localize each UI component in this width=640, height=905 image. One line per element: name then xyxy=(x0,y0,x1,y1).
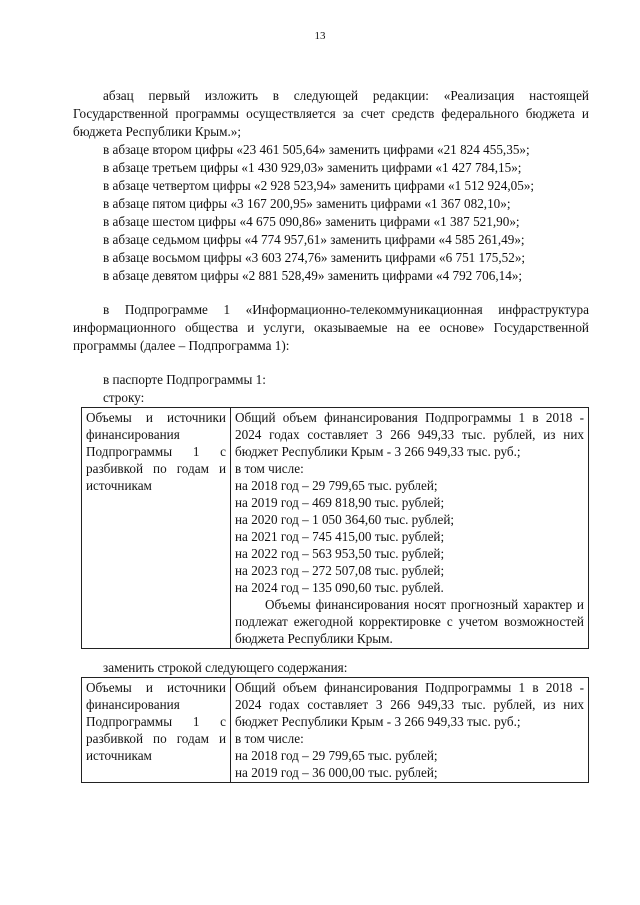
table-cell-left xyxy=(82,678,231,783)
table-row xyxy=(82,678,589,783)
replace-label: заменить строкой следующего содержания: xyxy=(103,660,348,675)
paragraph-3: в абзаце третьем цифры «1 430 929,03» заменить цифрами «1 427 784,15»; xyxy=(103,160,522,175)
spacer xyxy=(73,649,589,659)
table-cell-right xyxy=(231,408,589,649)
page-number: 13 xyxy=(314,30,326,42)
spacer xyxy=(73,285,589,301)
year-line: на 2019 год – 36 000,00 тыс. рублей; xyxy=(235,765,438,780)
paragraph-4: в абзаце четвертом цифры «2 928 523,94» заменить цифрами «1 512 924,05»; xyxy=(103,178,535,193)
paragraph-7: в абзаце седьмом цифры «4 774 957,61» заменить цифрами «4 585 261,49»; xyxy=(103,232,525,247)
including-label: в том числе: xyxy=(235,731,304,746)
paragraph-9: в абзаце девятом цифры «2 881 528,49» заменить цифрами «4 792 706,14»; xyxy=(103,268,523,283)
document-body xyxy=(73,87,589,783)
row-heading: Объемы и источники финансирования Подпрограммы 1 с разбивкой по годам и источникам xyxy=(86,680,226,763)
including-label: в том числе: xyxy=(235,461,304,476)
total-financing: Общий объем финансирования Подпрограммы 1 в 2018 - 2024 годах составляет 3 266 949,33 тыс. рублей, из них бюджет Республики Крым - 3 266 949,33 тыс. руб.; xyxy=(235,680,584,729)
paragraph-1: абзац первый изложить в следующей редакции: «Реализация настоящей Государственной программы осуществляется за счет средств федерального бюджета и бюджета Республики Крым.»; xyxy=(73,88,589,139)
passport-label: в паспорте Подпрограммы 1: xyxy=(103,372,266,387)
paragraph-2: в абзаце втором цифры «23 461 505,64» заменить цифрами «21 824 455,35»; xyxy=(103,142,530,157)
table-row xyxy=(82,408,589,649)
total-financing: Общий объем финансирования Подпрограммы 1 в 2018 - 2024 годах составляет 3 266 949,33 тыс. рублей, из них бюджет Республики Крым - 3 266 949,33 тыс. руб.; xyxy=(235,410,584,459)
row-heading: Объемы и источники финансирования Подпрограммы 1 с разбивкой по годам и источникам xyxy=(86,410,226,493)
paragraph-8: в абзаце восьмом цифры «3 603 274,76» заменить цифрами «6 751 175,52»; xyxy=(103,250,526,265)
paragraph-6: в абзаце шестом цифры «4 675 090,86» заменить цифрами «1 387 521,90»; xyxy=(103,214,520,229)
financing-table-old xyxy=(81,407,589,649)
table-cell-right xyxy=(231,678,589,783)
subprogram-paragraph: в Подпрограмме 1 «Информационно-телекоммуникационная инфраструктура информационного общества и услуги, оказываемые на ее основе» Государственной программы (далее – Подпрограмма 1): xyxy=(73,302,589,353)
year-line: на 2021 год – 745 415,00 тыс. рублей; xyxy=(235,529,445,544)
spacer xyxy=(73,355,589,371)
year-line: на 2023 год – 272 507,08 тыс. рублей; xyxy=(235,563,445,578)
year-line: на 2024 год – 135 090,60 тыс. рублей. xyxy=(235,580,444,595)
financing-table-new xyxy=(81,677,589,783)
year-line: на 2020 год – 1 050 364,60 тыс. рублей; xyxy=(235,512,455,527)
year-line: на 2018 год – 29 799,65 тыс. рублей; xyxy=(235,748,438,763)
year-line: на 2018 год – 29 799,65 тыс. рублей; xyxy=(235,478,438,493)
table-cell-left xyxy=(82,408,231,649)
year-line: на 2022 год – 563 953,50 тыс. рублей; xyxy=(235,546,445,561)
financing-note: Объемы финансирования носят прогнозный характер и подлежат ежегодной корректировке с учетом возможностей бюджета Республики Крым. xyxy=(235,597,584,646)
paragraph-5: в абзаце пятом цифры «3 167 200,95» заменить цифрами «1 367 082,10»; xyxy=(103,196,511,211)
year-line: на 2019 год – 469 818,90 тыс. рублей; xyxy=(235,495,445,510)
row-label: строку: xyxy=(103,390,145,405)
